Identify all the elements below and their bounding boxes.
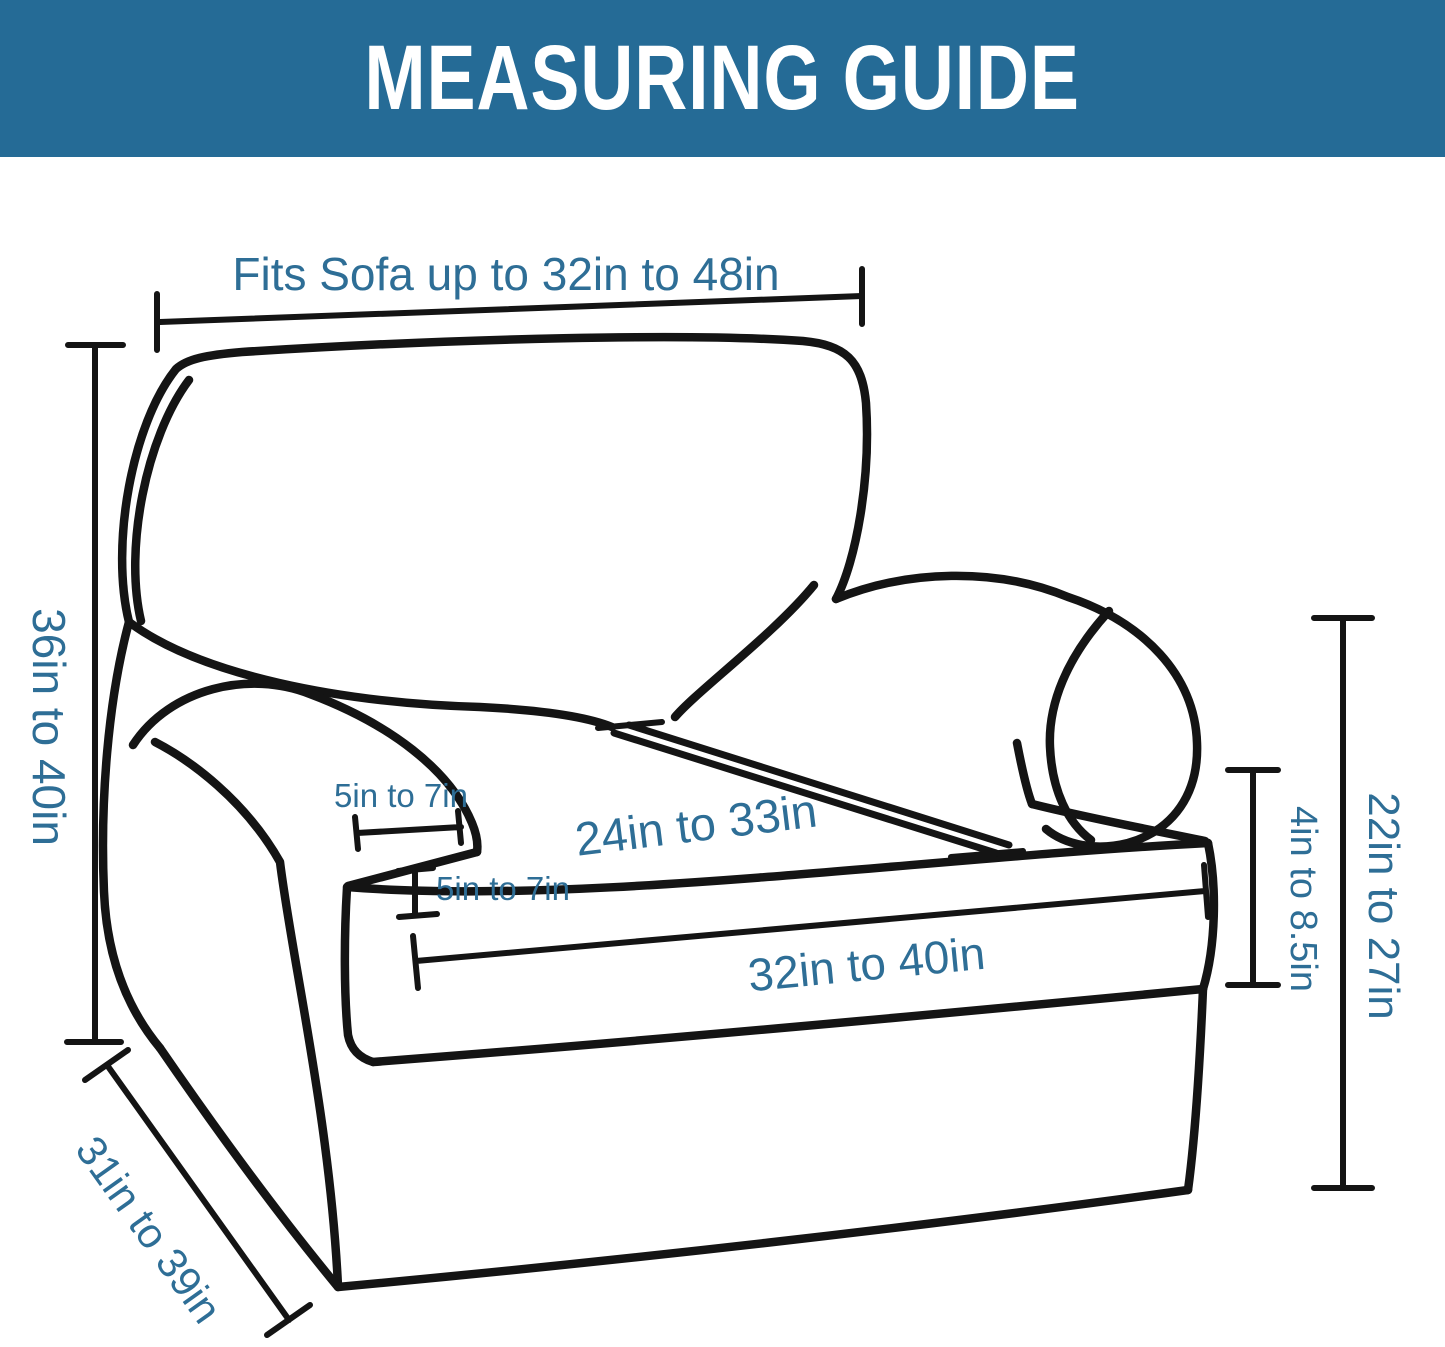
measuring-diagram xyxy=(0,157,1445,1347)
back-height-label: 36in to 40in xyxy=(23,608,75,846)
dim-cushion-height-line xyxy=(1228,770,1278,985)
dim-cushion-height xyxy=(1228,770,1278,985)
left-silhouette xyxy=(103,622,160,1048)
seat-depth-label: 24in to 33in xyxy=(572,783,820,866)
inside-back-right-line xyxy=(675,585,814,717)
dim-arm-top-width-line xyxy=(355,811,461,849)
seat-width-label: 32in to 40in xyxy=(745,926,988,1002)
backrest-outline xyxy=(122,337,867,622)
seat-deck-line xyxy=(129,622,612,727)
cushion-left-front-edge xyxy=(345,888,373,1062)
skirt-front-hem xyxy=(338,1190,1188,1287)
arm-height-label: 22in to 27in xyxy=(1359,792,1408,1020)
right-arm-endcap xyxy=(1050,611,1109,840)
arm-front-height-label: 5in to 7in xyxy=(436,870,570,907)
right-arm-front-edge xyxy=(1017,743,1032,804)
dimension-labels xyxy=(23,248,1408,1332)
left-arm-front-edge xyxy=(155,742,338,1286)
backrest-piping xyxy=(135,380,189,621)
arm-top-width-label: 5in to 7in xyxy=(334,777,468,814)
base-depth-label: 31in to 39in xyxy=(66,1127,231,1332)
sofa-width-label: Fits Sofa up to 32in to 48in xyxy=(232,248,780,300)
dim-arm-top-width xyxy=(355,811,461,849)
cushion-bottom-edge xyxy=(373,989,1203,1062)
cushion-height-label: 4in to 8.5in xyxy=(1282,806,1324,992)
title-banner xyxy=(0,0,1445,157)
skirt-right-edge xyxy=(1188,989,1203,1190)
page-title: MEASURING GUIDE xyxy=(364,27,1081,129)
